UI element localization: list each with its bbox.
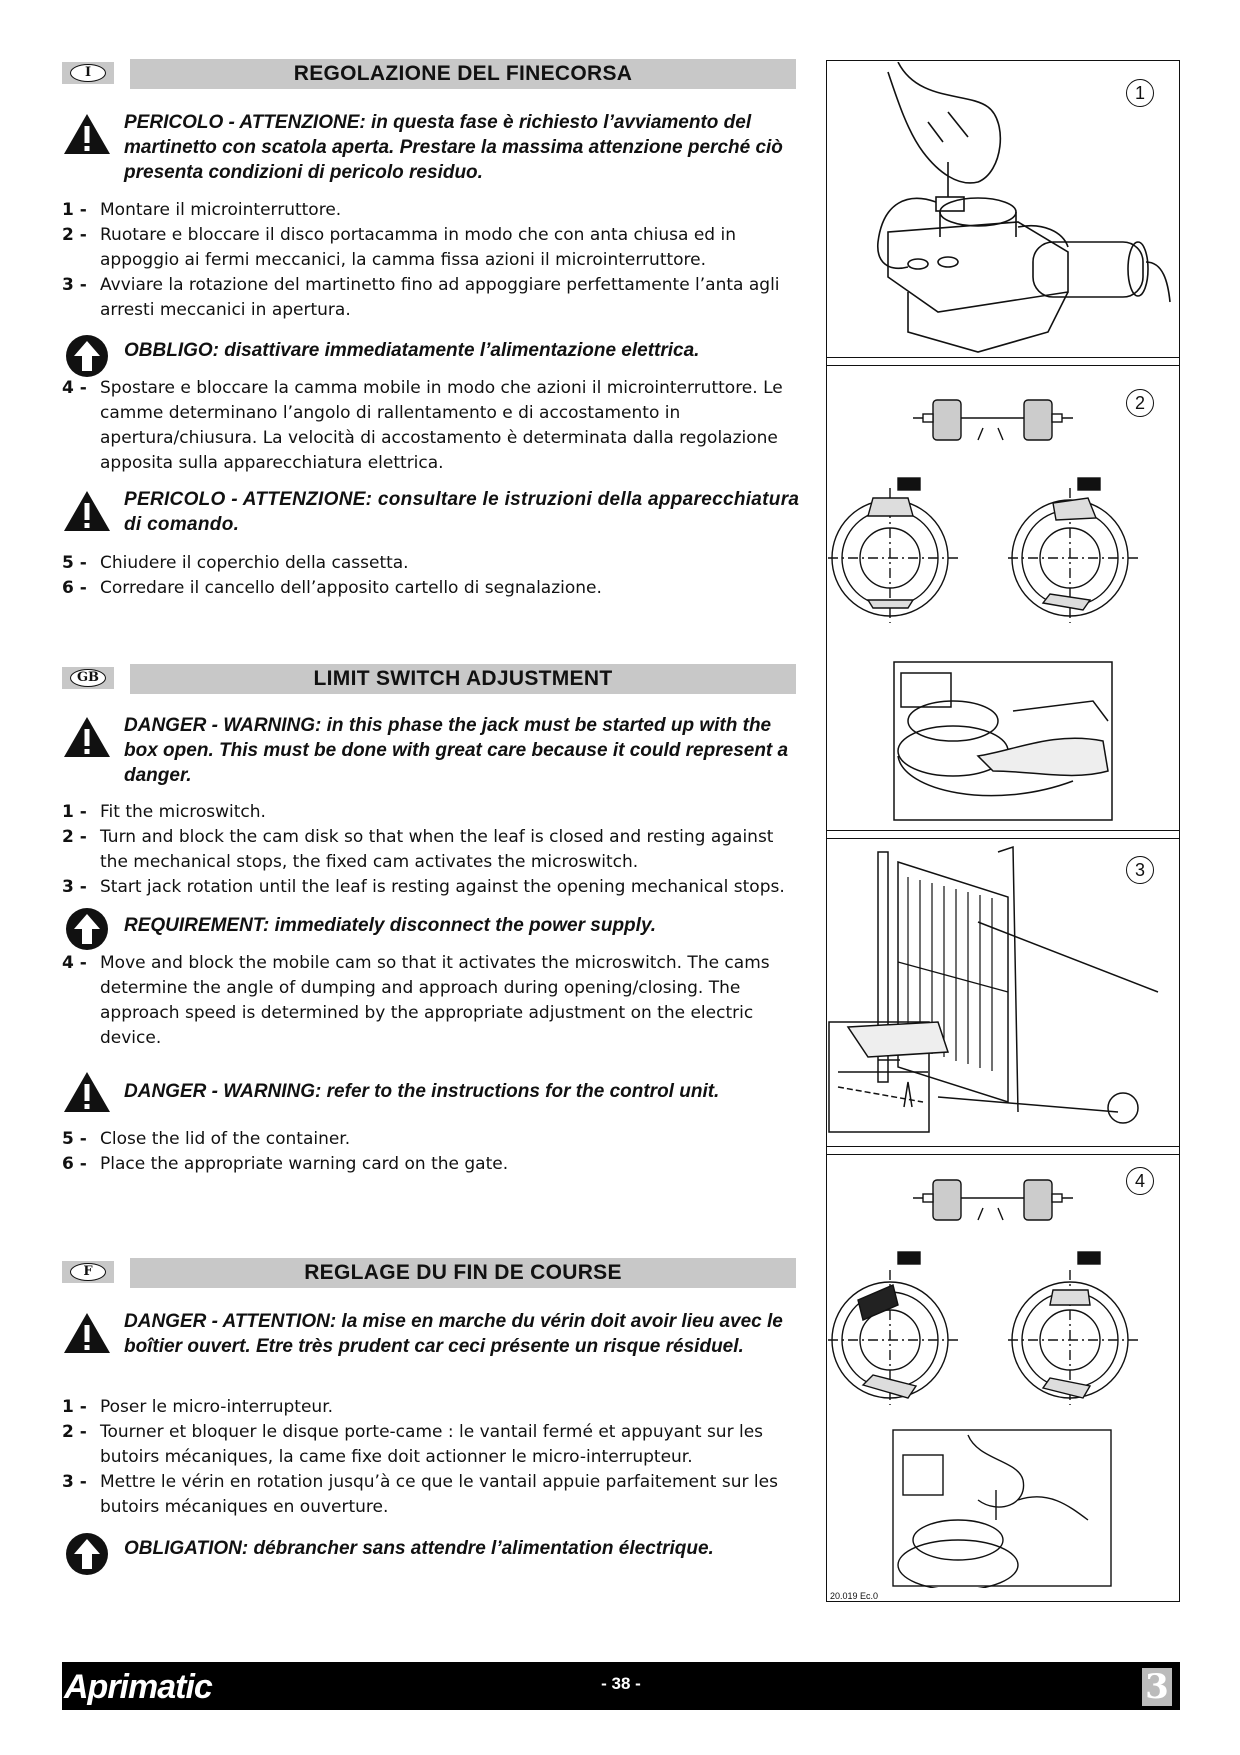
list-item	[62, 273, 802, 323]
step-number: 3 -	[62, 877, 87, 897]
step-number: 4 -	[62, 953, 87, 973]
warning-text: DANGER - ATTENTION: la mise en marche du vérin doit avoir lieu avec le boîtier ouvert. Etre très prudent car ceci présente un risque résiduel.	[124, 1311, 783, 1357]
figure-number: 3	[1126, 856, 1154, 884]
step-number: 2 -	[62, 1422, 87, 1442]
step-number: 1 -	[62, 1397, 87, 1417]
gate-illustration	[828, 842, 1178, 1144]
warning-text: DANGER - WARNING: in this phase the jack must be started up with the box open. This must be done with great care because it could represent a danger.	[124, 715, 789, 786]
step-text: Mettre le vérin en rotation jusqu’à ce que le vantail appuie parfaitement sur les butoirs mécaniques en ouverture.	[100, 1472, 778, 1517]
page-footer	[62, 1662, 1180, 1710]
step-text: Spostare e bloccare la camma mobile in modo che azioni il microinterruttore. Le camme determinano l’angolo di rallentamento e di accostamento in apertura/chiusura. La velocità di accostamento è determinata dalla regolazione apposita sulla apparecchiatura elettrica.	[100, 378, 783, 473]
list-item	[62, 551, 802, 576]
obligation-text: REQUIREMENT: immediately disconnect the power supply.	[124, 915, 657, 936]
obligation-text: OBLIGATION: débrancher sans attendre l’alimentation électrique.	[124, 1538, 714, 1559]
language-badge	[62, 667, 114, 689]
warning-text: PERICOLO - ATTENZIONE: in questa fase è richiesto l’avviamento del martinetto con scatola aperta. Prestare la massima attenzione perché ciò presenta condizioni di pericolo residuo.	[124, 112, 783, 183]
step-number: 1 -	[62, 200, 87, 220]
language-code: GB	[70, 669, 106, 687]
figure-divider	[826, 1146, 1180, 1147]
brand-logo: Aprimatic	[64, 1668, 212, 1706]
list-item	[62, 1152, 802, 1177]
page-number: - 38 -	[601, 1674, 641, 1693]
obligation-text: OBBLIGO: disattivare immediatamente l’alimentazione elettrica.	[124, 340, 700, 361]
list-item	[62, 951, 802, 1051]
motor-microswitch-illustration	[828, 62, 1178, 356]
figure-divider	[826, 1154, 1180, 1155]
warning-triangle-icon	[62, 1311, 112, 1355]
step-text: Montare il microinterruttore.	[100, 200, 342, 220]
list-item	[62, 800, 802, 825]
list-item	[62, 223, 802, 273]
warning-triangle-icon	[62, 112, 112, 156]
figure-divider	[826, 838, 1180, 839]
step-text: Move and block the mobile cam so that it activates the microswitch. The cams determine the angle of dumping and approach during opening/closing. The approach speed is determined by the appropriate adjustment on the electric device.	[100, 953, 770, 1048]
section-header-fr	[62, 1258, 796, 1288]
figure-number: 2	[1126, 389, 1154, 417]
section-title: LIMIT SWITCH ADJUSTMENT	[130, 664, 796, 694]
language-badge	[62, 62, 114, 84]
step-number: 3 -	[62, 1472, 87, 1492]
step-text: Turn and block the cam disk so that when the leaf is closed and resting against the mechanical stops, the fixed cam activates the microswitch.	[100, 827, 774, 872]
warning-text: DANGER - WARNING: refer to the instructions for the control unit.	[124, 1081, 720, 1102]
obligation-arrow-icon	[62, 907, 112, 951]
figure-code: 20.019 Ec.0	[830, 1591, 879, 1601]
step-text: Corredare il cancello dell’apposito cartello di segnalazione.	[100, 578, 602, 598]
cam-setting-illustration	[828, 1160, 1178, 1588]
figure-divider	[826, 357, 1180, 358]
chapter-number: 3	[1142, 1668, 1172, 1706]
step-number: 4 -	[62, 378, 87, 398]
figure-divider	[826, 830, 1180, 831]
step-text: Close the lid of the container.	[100, 1129, 351, 1149]
step-text: Poser le micro-interrupteur.	[100, 1397, 334, 1417]
obligation-arrow-icon	[62, 334, 112, 378]
hand-cam-inset-illustration	[893, 661, 1113, 821]
list-item	[62, 1127, 802, 1152]
figure-number: 4	[1126, 1167, 1154, 1195]
section-title: REGOLAZIONE DEL FINECORSA	[130, 59, 796, 89]
language-code: I	[70, 64, 106, 82]
step-number: 3 -	[62, 275, 87, 295]
step-text: Start jack rotation until the leaf is resting against the opening mechanical stops.	[100, 877, 785, 897]
warning-triangle-icon	[62, 1070, 112, 1114]
list-item	[62, 376, 802, 476]
warning-text: PERICOLO - ATTENZIONE: consultare le istruzioni della apparecchiatura di comando.	[124, 489, 800, 535]
list-item	[62, 576, 802, 601]
list-item	[62, 875, 802, 900]
list-item	[62, 825, 802, 875]
step-number: 2 -	[62, 827, 87, 847]
list-item	[62, 1470, 802, 1520]
section-header-it	[62, 59, 796, 89]
step-number: 6 -	[62, 1154, 87, 1174]
step-number: 6 -	[62, 578, 87, 598]
step-number: 1 -	[62, 802, 87, 822]
language-badge	[62, 1261, 114, 1283]
figure-divider	[826, 365, 1180, 366]
step-text: Chiudere il coperchio della cassetta.	[100, 553, 409, 573]
step-number: 5 -	[62, 553, 87, 573]
section-title: REGLAGE DU FIN DE COURSE	[130, 1258, 796, 1288]
obligation-arrow-icon	[62, 1532, 112, 1576]
list-item	[62, 198, 802, 223]
warning-triangle-icon	[62, 489, 112, 533]
section-header-gb	[62, 664, 796, 694]
cam-adjustment-illustration	[828, 368, 1178, 628]
step-number: 2 -	[62, 225, 87, 245]
figure-number: 1	[1126, 79, 1154, 107]
language-code: F	[70, 1263, 106, 1281]
step-text: Ruotare e bloccare il disco portacamma in modo che con anta chiusa ed in appoggio ai fermi meccanici, la camma fissa azioni il microinterruttore.	[100, 225, 736, 270]
step-text: Avviare la rotazione del martinetto fino ad appoggiare perfettamente l’anta agli arresti meccanici in apertura.	[100, 275, 780, 320]
warning-triangle-icon	[62, 715, 112, 759]
step-text: Tourner et bloquer le disque porte-came : le vantail fermé et appuyant sur les butoirs mécaniques, la came fixe doit actionner le micro-interrupteur.	[100, 1422, 764, 1467]
list-item	[62, 1420, 802, 1470]
step-text: Fit the microswitch.	[100, 802, 266, 822]
step-text: Place the appropriate warning card on the gate.	[100, 1154, 509, 1174]
list-item	[62, 1395, 802, 1420]
step-number: 5 -	[62, 1129, 87, 1149]
